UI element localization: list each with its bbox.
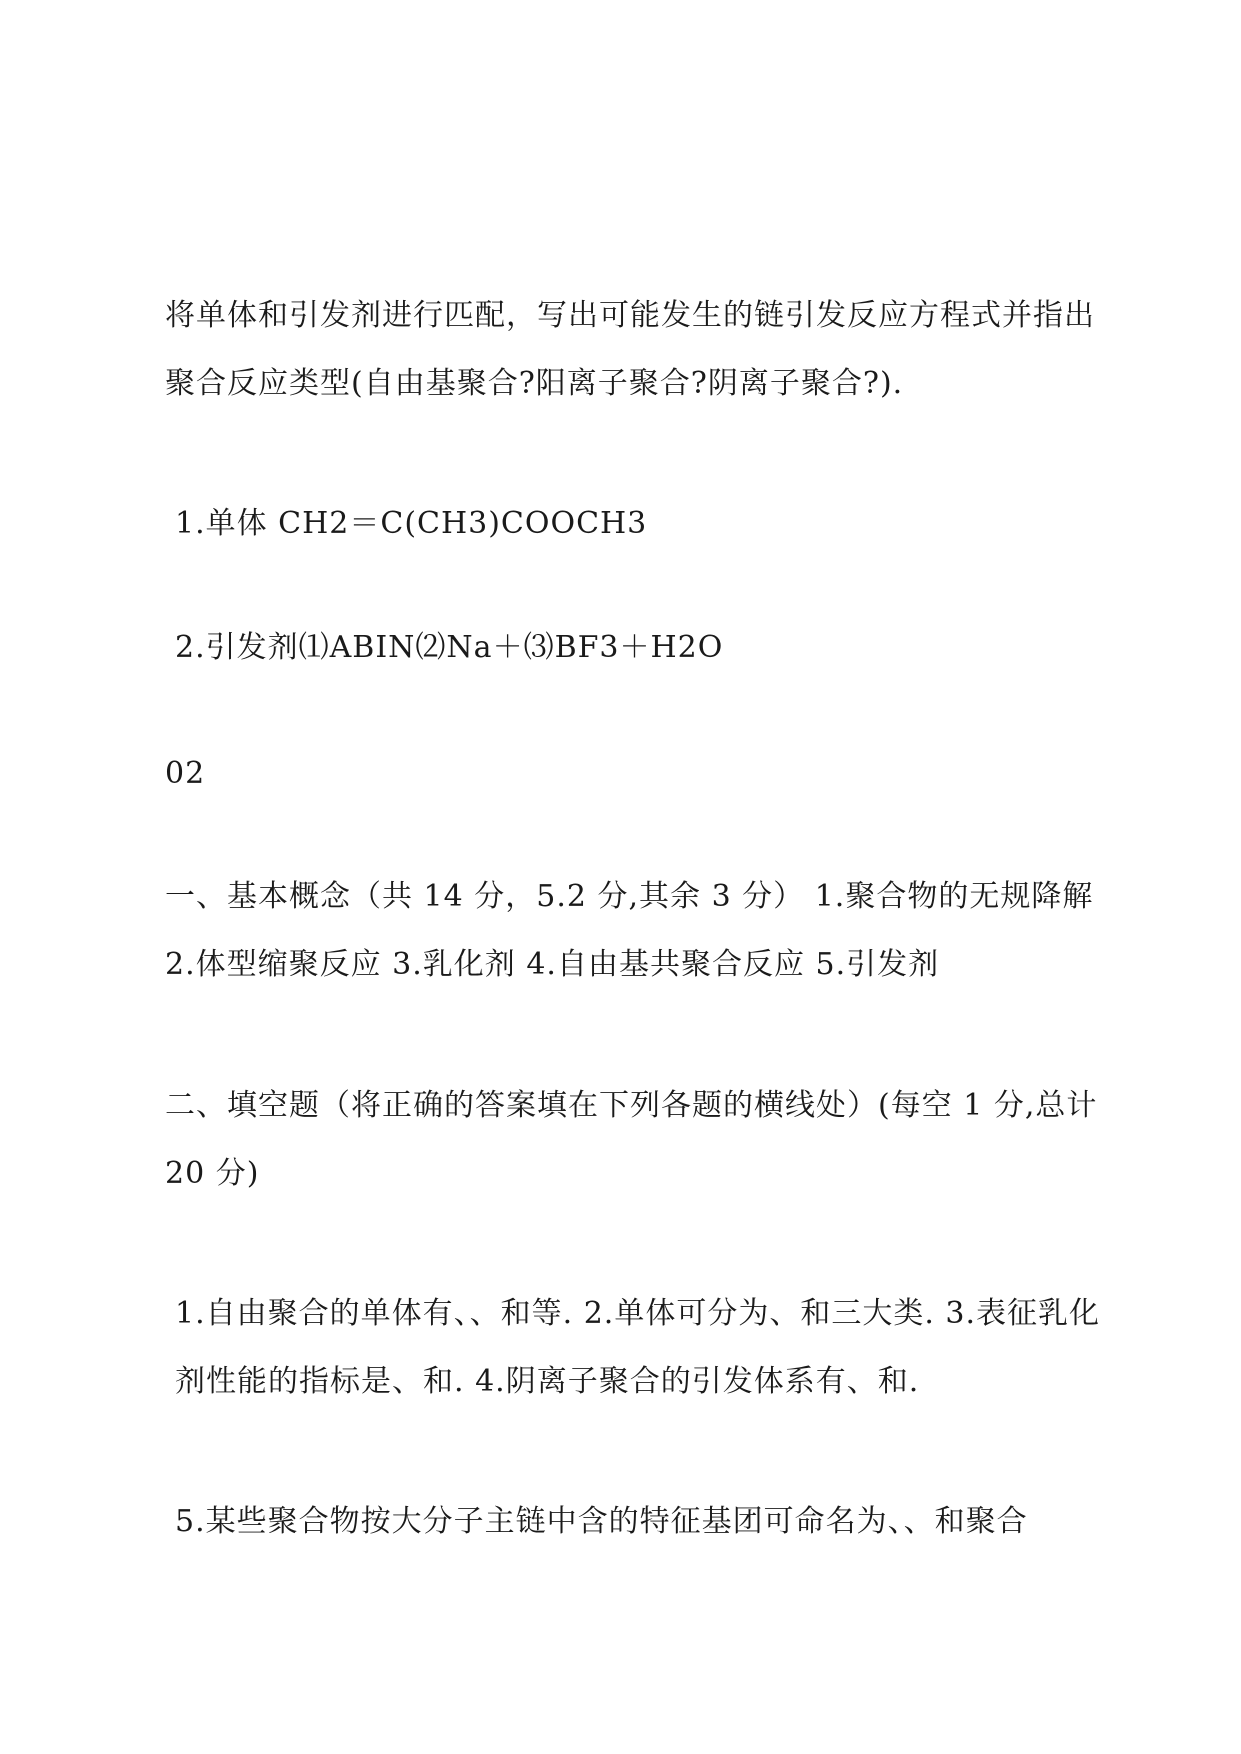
- fill-blank-question-5: 5.某些聚合物按大分子主链中含的特征基团可命名为、、和聚合: [175, 1504, 1028, 1539]
- intro-instruction: 将单体和引发剂进行匹配，写出可能发生的链引发反应方程式并指出聚合反应类型(自由基聚合?阳离子聚合?阴离子聚合?).: [165, 298, 1095, 401]
- basic-concepts-section: 一、基本概念（共 14 分，5.2 分,其余 3 分） 1.聚合物的无规降解 2.体型缩聚反应 3.乳化剂 4.自由基共聚合反应 5.引发剂: [165, 879, 1094, 982]
- section-number: 02: [165, 756, 206, 791]
- fill-blank-heading: 二、填空题（将正确的答案填在下列各题的横线处）(每空 1 分,总计 20 分): [165, 1088, 1098, 1191]
- monomer-line: 1.单体 CH2＝C(CH3)COOCH3: [175, 506, 648, 541]
- initiator-line: 2.引发剂⑴ABIN⑵Na＋⑶BF3＋H2O: [175, 630, 724, 665]
- fill-blank-questions-1-4: 1.自由聚合的单体有、、和等. 2.单体可分为、和三大类. 3.表征乳化剂性能的指标是、和. 4.阴离子聚合的引发体系有、和.: [175, 1296, 1101, 1399]
